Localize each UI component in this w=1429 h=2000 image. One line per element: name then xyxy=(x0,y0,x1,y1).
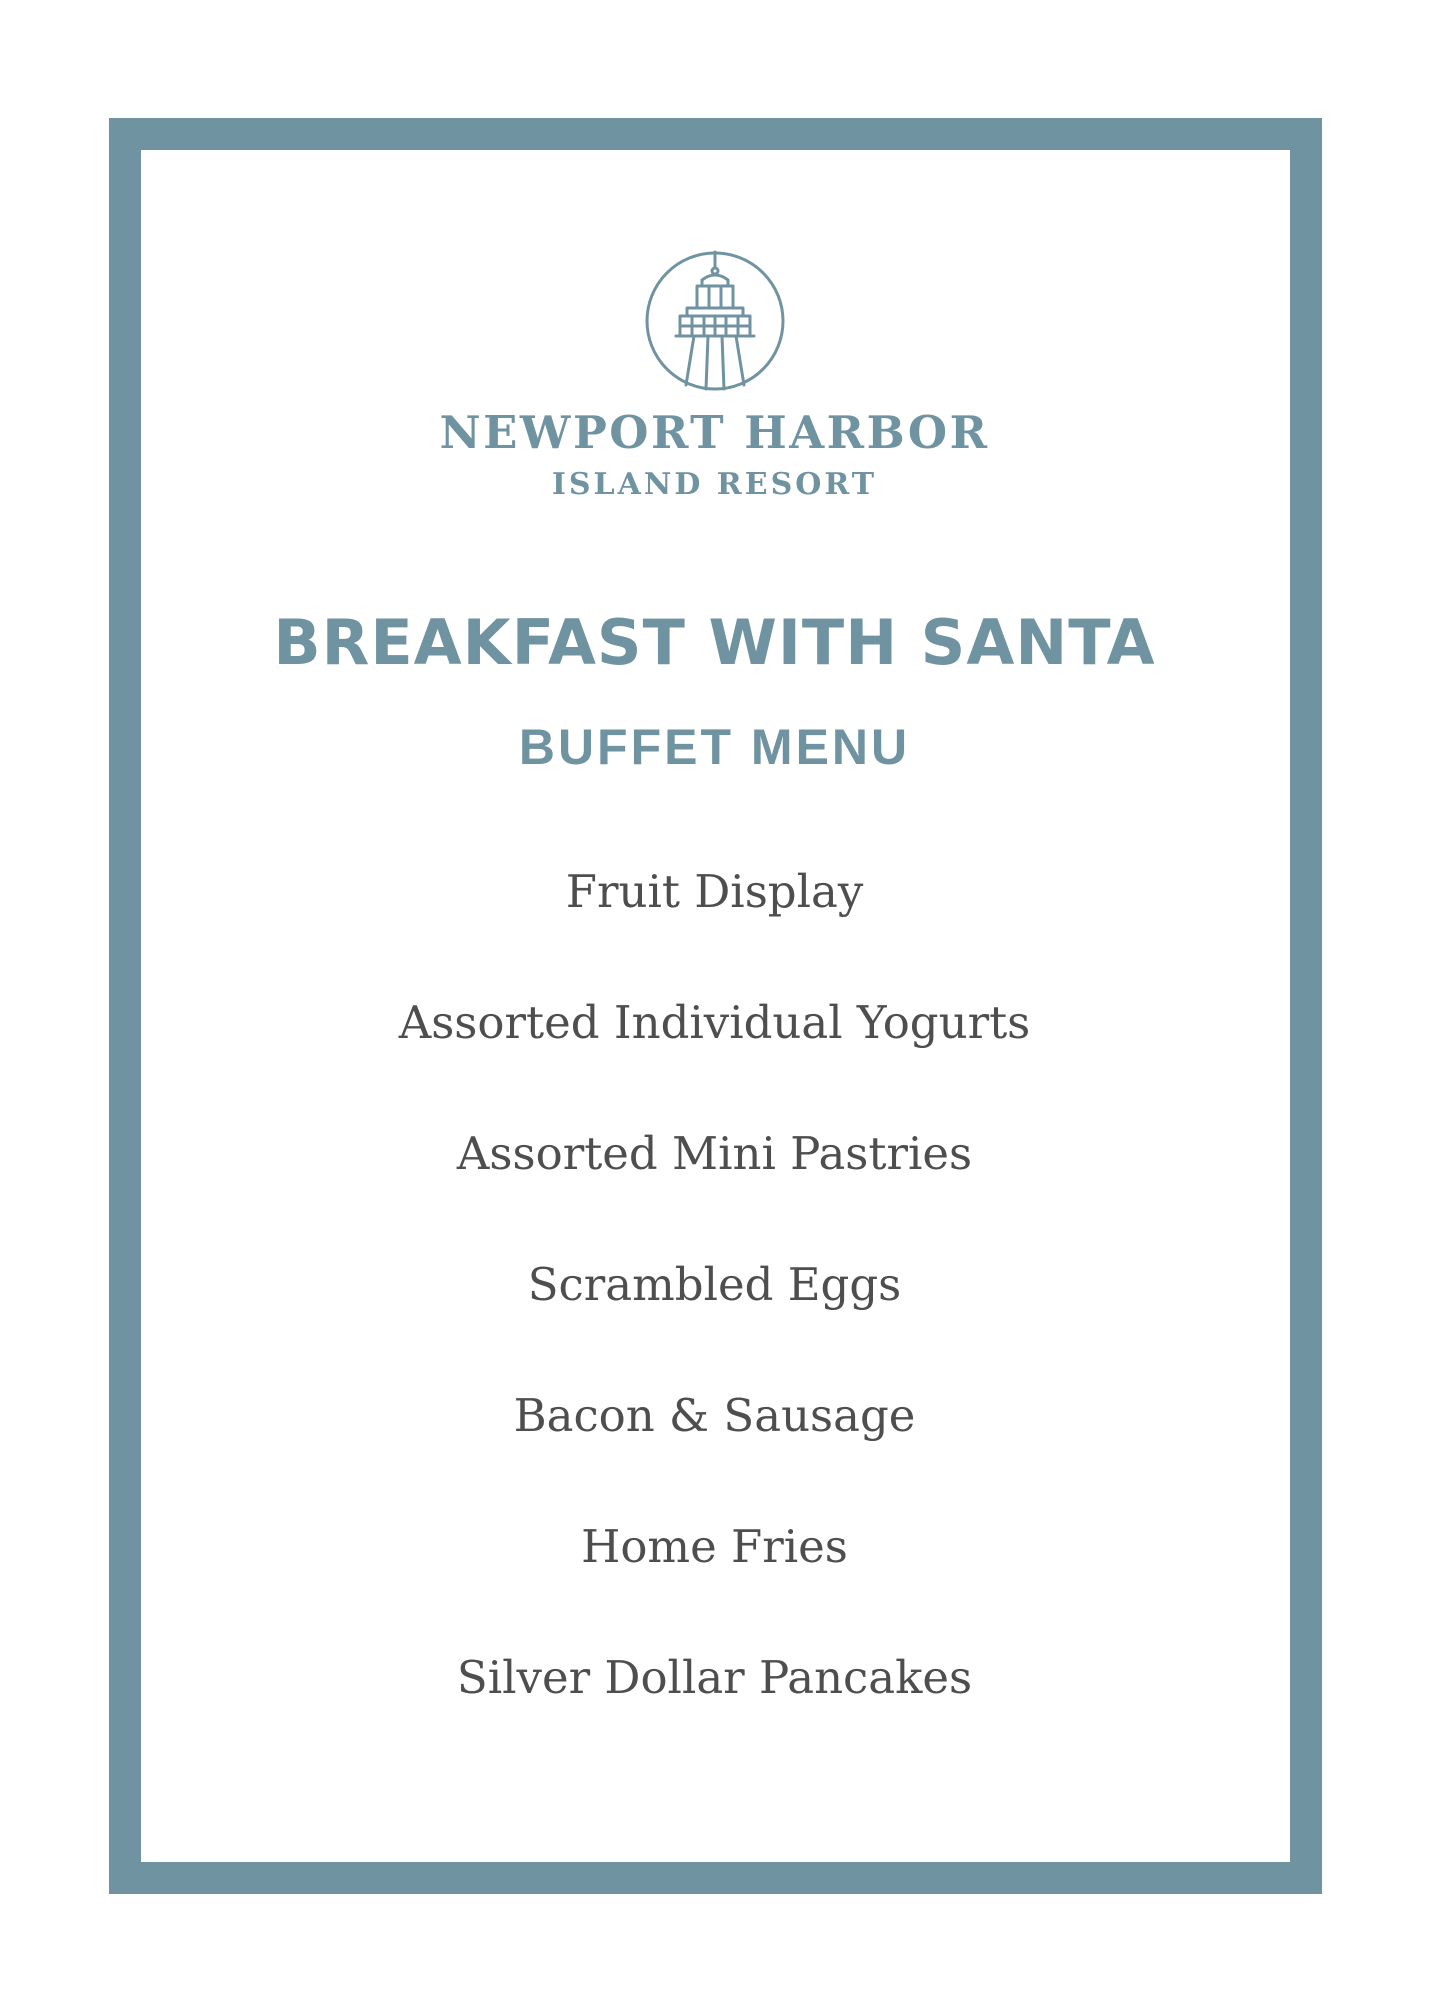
brand-name: NEWPORT HARBOR xyxy=(439,406,990,459)
menu-title: BREAKFAST WITH SANTA xyxy=(273,606,1156,679)
menu-item: Home Fries xyxy=(581,1520,848,1573)
menu-item: Fruit Display xyxy=(565,865,864,918)
lighthouse-icon xyxy=(644,250,786,392)
menu-subtitle: BUFFET MENU xyxy=(518,719,911,775)
menu-item: Assorted Mini Pastries xyxy=(456,1127,973,1180)
brand-subtitle: ISLAND RESORT xyxy=(551,467,878,502)
menu-item: Assorted Individual Yogurts xyxy=(398,996,1031,1049)
menu-item: Bacon & Sausage xyxy=(513,1389,916,1442)
menu-item: Silver Dollar Pancakes xyxy=(456,1651,973,1704)
menu-items-list xyxy=(0,862,1429,1779)
menu-item: Scrambled Eggs xyxy=(527,1258,902,1311)
